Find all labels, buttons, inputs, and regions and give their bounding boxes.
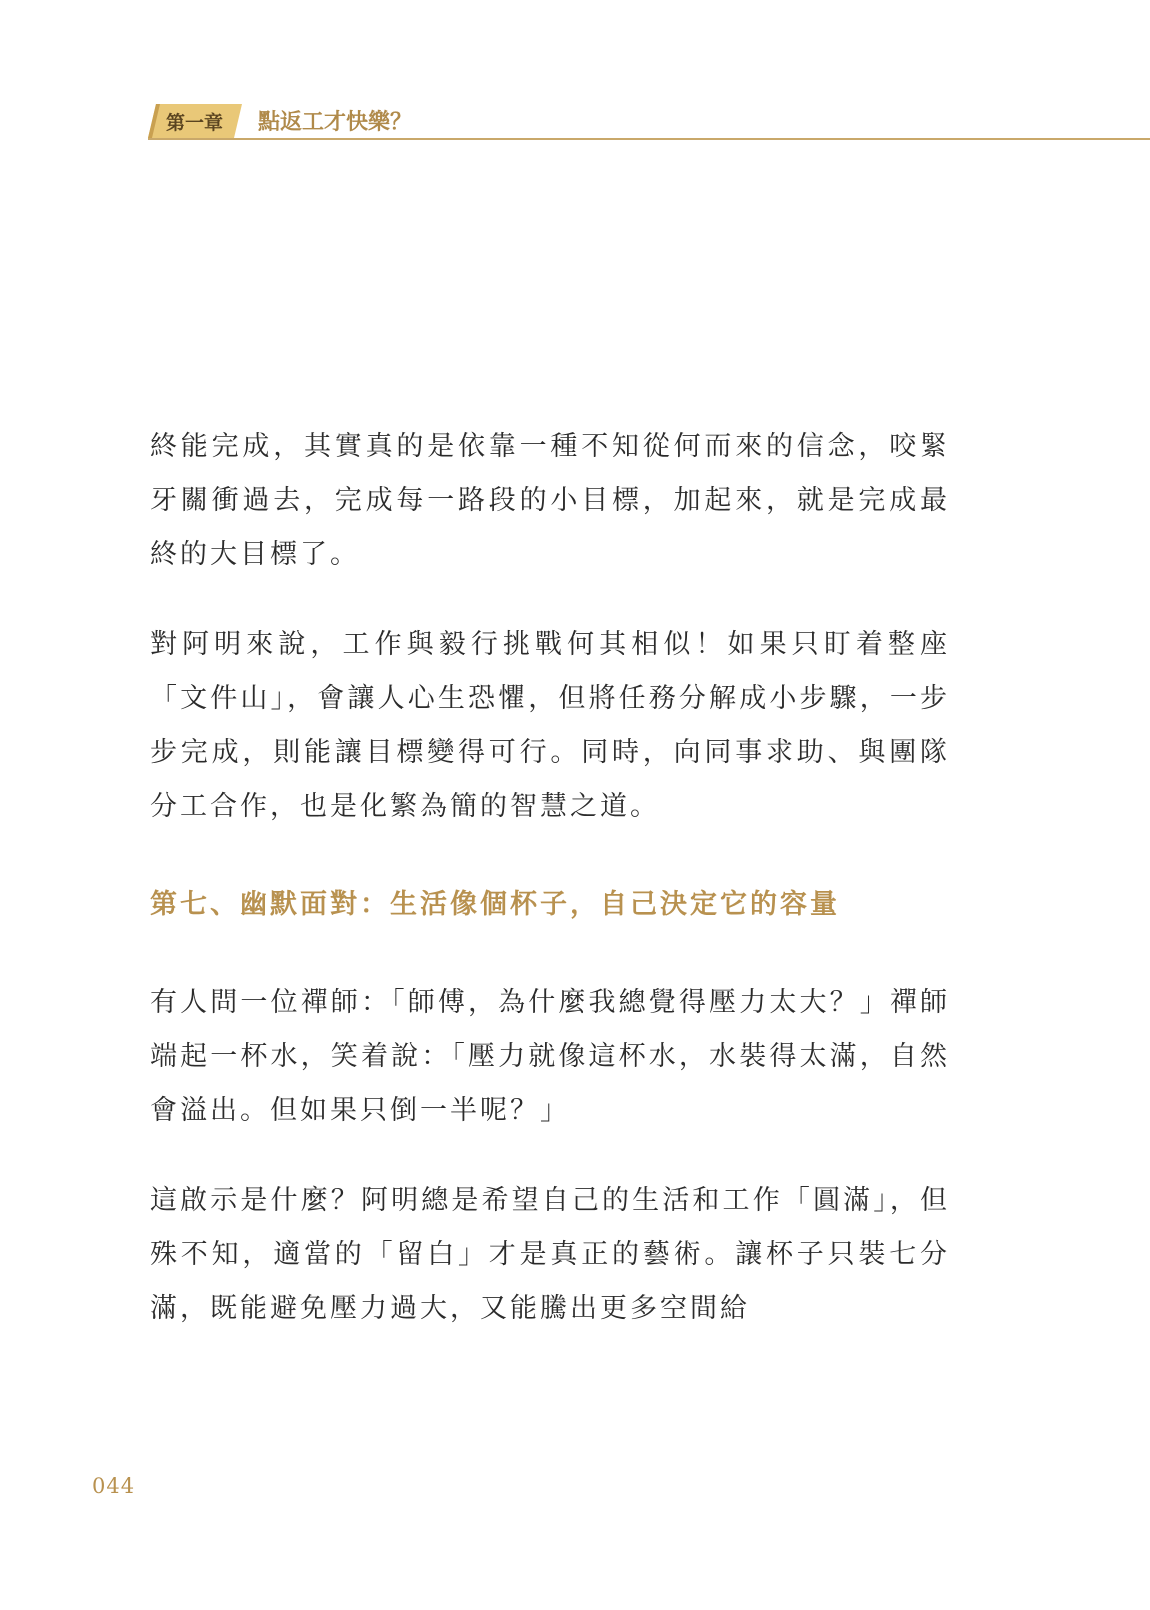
chapter-title: 點返工才快樂？: [258, 110, 413, 135]
section-heading: 第七、幽默面對：生活像個杯子，自己決定它的容量: [150, 889, 840, 920]
chapter-label: 第一章: [166, 112, 224, 134]
running-header: [0, 96, 1150, 142]
paragraph: 對阿明來說，工作與毅行挑戰何其相似！如果只盯着整座「文件山」，會讓人心生恐懼，但將任務分解成小步驟，一步步完成，則能讓目標變得可行。同時，向同事求助、與團隊分工合作，也是化繁為簡的智慧之道。: [150, 629, 950, 822]
paragraph: 這啟示是什麼？阿明總是希望自己的生活和工作「圓滿」，但殊不知，適當的「留白」才是真正的藝術。讓杯子只裝七分滿，既能避免壓力過大，又能騰出更多空間給: [150, 1185, 950, 1324]
paragraph: 有人問一位禪師：「師傅，為什麼我總覺得壓力太大？」禪師端起一杯水，笑着說：「壓力就像這杯水，水裝得太滿，自然會溢出。但如果只倒一半呢？」: [150, 987, 950, 1126]
main-content: [150, 420, 950, 1372]
chapter-tab: [148, 102, 242, 138]
header-rule: [148, 138, 1150, 140]
paragraph: 終能完成，其實真的是依靠一種不知從何而來的信念，咬緊牙關衝過去，完成每一路段的小目標，加起來，就是完成最終的大目標了。: [150, 431, 950, 570]
page-number: 044: [92, 1474, 136, 1498]
